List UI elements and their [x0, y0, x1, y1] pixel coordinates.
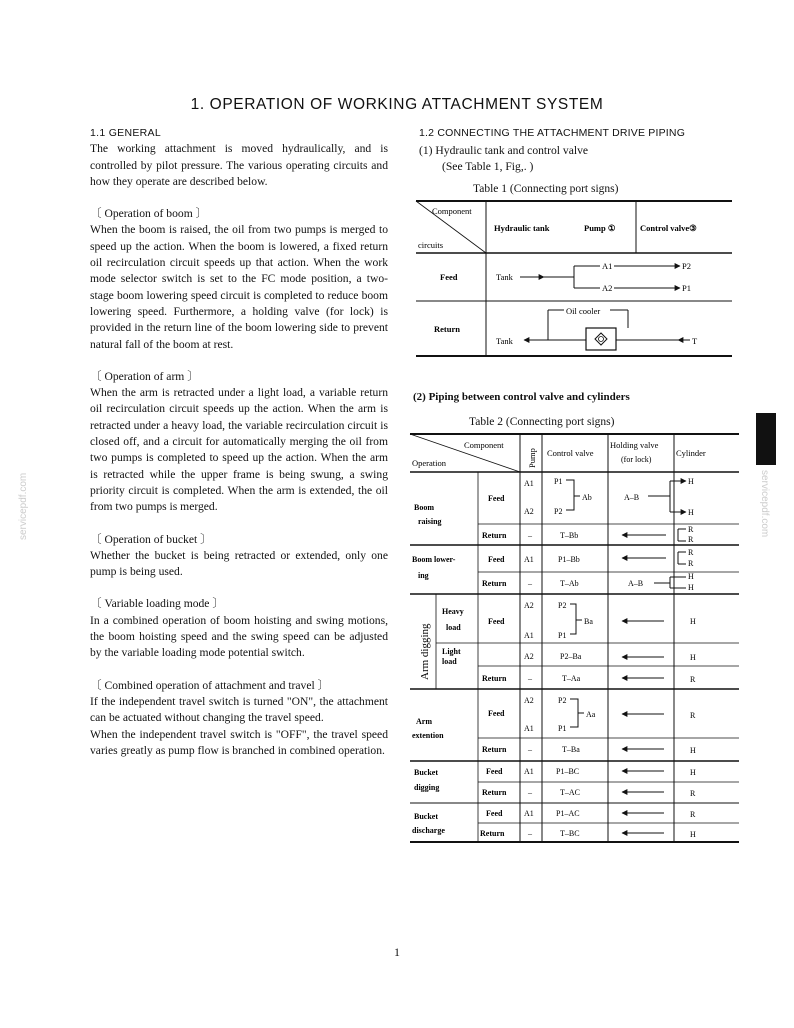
t2-ad-r: R	[690, 675, 696, 684]
t2-bl-r1: R	[688, 548, 694, 557]
t2-ad-h2: H	[690, 653, 696, 662]
left-column	[90, 125, 388, 759]
t2-bx-feed: Feed	[486, 809, 503, 818]
bucket-heading: 〔 Operation of bucket 〕	[90, 532, 212, 546]
t2-holding-valve: Holding valve	[610, 440, 659, 450]
t2-br-ab: Ab	[582, 493, 592, 502]
t1-feed: Feed	[440, 272, 458, 282]
item-1-sub: (See Table 1, Fig,. )	[442, 160, 534, 173]
bucket-text: Whether the bucket is being retracted or extended, only one pump is being used.	[90, 548, 388, 579]
t2-bx-t-bc: T–BC	[560, 829, 580, 838]
item-2: (2) Piping between control valve and cylinders	[413, 391, 630, 403]
t2-ae-feed: Feed	[488, 709, 505, 718]
t2-bl-r2: R	[688, 559, 694, 568]
t2-ad-ba: Ba	[584, 617, 593, 626]
t2-bl-p1-bb: P1–Bb	[558, 555, 580, 564]
t2-bx-a1: A1	[524, 809, 534, 818]
t2-br-return: Return	[482, 531, 507, 540]
t2-ad-p2-ba: P2–Ba	[560, 652, 582, 661]
t2-bd-p1-bc: P1–BC	[556, 767, 580, 776]
t1-a1: A1	[602, 261, 613, 271]
t2-br-r1: R	[688, 525, 694, 534]
t2-bl-t-ab: T–Ab	[560, 579, 579, 588]
t2-bl-a-b: A–B	[628, 579, 644, 588]
t2-ae-a1: A1	[524, 724, 534, 733]
t2-br-p1: P1	[554, 477, 563, 486]
t2-ae-aa: Aa	[586, 710, 596, 719]
variable-heading: 〔 Variable loading mode 〕	[90, 597, 224, 611]
t2-bd-feed: Feed	[486, 767, 503, 776]
variable-text: In a combined operation of boom hoisting and swing motions, the boom hoisting speed and the swing speed can be adjusted by the variable loading mode potential switch.	[90, 613, 388, 660]
table-2-caption: Table 2 (Connecting port signs)	[469, 416, 615, 428]
t2-bl-h2: H	[688, 583, 694, 592]
t2-ad-a2: A2	[524, 601, 534, 610]
t2-ad-light-a2: A2	[524, 652, 534, 661]
t2-pump: Pump	[527, 448, 537, 468]
t1-control-valve: Control valve③	[640, 223, 697, 233]
t2-bx-return: Return	[480, 829, 505, 838]
t2-bl-h1: H	[688, 572, 694, 581]
t2-bl-dash: –	[528, 579, 532, 588]
t2-arm-digging: Arm digging	[419, 623, 431, 680]
t2-heavy-2: load	[446, 623, 461, 632]
t2-control-valve: Control valve	[547, 448, 594, 458]
t2-ad-p1: P1	[558, 631, 567, 640]
t2-br-a-b: A–B	[624, 493, 640, 502]
t2-bx-p1-ac: P1–AC	[556, 809, 580, 818]
t2-for-lock: (for lock)	[621, 455, 652, 464]
t2-bd-h: H	[690, 768, 696, 777]
t2-br-h1: H	[688, 477, 694, 486]
combined-text-1: If the independent travel switch is turned "ON", the attachment can be actuated without changing the travel speed.	[90, 694, 388, 725]
t2-ae-h: H	[690, 746, 696, 755]
table-1-caption: Table 1 (Connecting port signs)	[473, 183, 619, 195]
t2-ae-p2: P2	[558, 696, 567, 705]
t1-hydraulic-tank: Hydraulic tank	[494, 223, 550, 233]
t2-bd-dash: –	[528, 788, 532, 797]
t1-oil-cooler: Oil cooler	[566, 306, 601, 316]
t2-ae-return: Return	[482, 745, 507, 754]
t1-component: Component	[432, 206, 472, 216]
t2-ad-dash: –	[528, 674, 532, 683]
general-text: The working attachment is moved hydraulically, and is controlled by pilot pressure. The various operating circuits and how they operate are described below.	[90, 142, 388, 188]
t1-return: Return	[434, 324, 460, 334]
combined-heading: 〔 Combined operation of attachment and travel 〕	[90, 678, 330, 692]
t2-ad-h1: H	[690, 617, 696, 626]
t2-br-a1: A1	[524, 479, 534, 488]
table-1	[414, 198, 734, 360]
t2-bx-dash: –	[528, 829, 532, 838]
t2-operation: Operation	[412, 458, 446, 468]
t1-t: T	[692, 336, 698, 346]
t2-bl-a1: A1	[524, 555, 534, 564]
t2-br-r2: R	[688, 535, 694, 544]
t2-bd-r: R	[690, 789, 696, 798]
boom-heading: 〔 Operation of boom 〕	[90, 207, 208, 221]
t2-ad-p2: P2	[558, 601, 567, 610]
t1-tank-feed: Tank	[496, 272, 513, 282]
t2-bd-t-ac: T–AC	[560, 788, 580, 797]
t2-bl-return: Return	[482, 579, 507, 588]
t2-ad-a1: A1	[524, 631, 534, 640]
t2-bd-a1: A1	[524, 767, 534, 776]
section-tab-marker	[756, 413, 776, 465]
t2-ad-feed: Feed	[488, 617, 505, 626]
table-2	[408, 432, 741, 847]
t2-bd-return: Return	[482, 788, 507, 797]
t1-a2: A2	[602, 283, 613, 293]
t2-br-p2: P2	[554, 507, 563, 516]
t2-br-feed: Feed	[488, 494, 505, 503]
page-title: 1. OPERATION OF WORKING ATTACHMENT SYSTEM	[190, 96, 604, 113]
t2-bucket-dis-1: Bucket	[414, 812, 438, 821]
arm-text: When the arm is retracted under a light load, a variable return oil recirculation circuit speeds up the action. When the arm is retracted under a heavy load, the variable recirculation circuit is closed off, and a circuit for automatically merging the oil from two pumps is completed to speed up the action. When the arm is retracted while the upper frame is being swung, a swing priority circuit is completed. When the arm is extended, the oil from two pumps is merged.	[90, 386, 388, 514]
t1-p1: P1	[682, 283, 691, 293]
t2-light-1: Light	[442, 647, 461, 656]
t2-light-2: load	[442, 657, 457, 666]
t2-br-dash: –	[528, 531, 532, 540]
t1-circuits: circuits	[418, 240, 444, 250]
t2-br-h2: H	[688, 508, 694, 517]
t2-bucket-dig-2: digging	[414, 783, 440, 792]
t2-ae-r: R	[690, 711, 696, 720]
watermark-right: servicepdf.com	[759, 470, 770, 538]
t2-arm-ext-2: extention	[412, 731, 444, 740]
t2-ae-dash: –	[528, 745, 532, 754]
t2-bx-r: R	[690, 810, 696, 819]
t2-br-t-bb: T–Bb	[560, 531, 579, 540]
t2-ae-p1: P1	[558, 724, 567, 733]
t2-ae-a2: A2	[524, 696, 534, 705]
piping-heading: 1.2 CONNECTING THE ATTACHMENT DRIVE PIPING	[419, 127, 686, 139]
t1-tank-return: Tank	[496, 336, 513, 346]
t2-bl-feed: Feed	[488, 555, 505, 564]
t2-cylinder: Cylinder	[676, 448, 706, 458]
t2-arm-ext-1: Arm	[416, 717, 432, 726]
arm-heading: 〔 Operation of arm 〕	[90, 369, 199, 383]
t2-boom-lowering-1: Boom lower-	[412, 555, 456, 564]
t2-bucket-dis-2: discharge	[412, 826, 445, 835]
t1-pump: Pump ①	[584, 223, 616, 233]
t2-heavy-1: Heavy	[442, 607, 464, 616]
item-1: (1) Hydraulic tank and control valve	[419, 144, 589, 157]
t2-ad-t-aa: T–Aa	[562, 674, 581, 683]
t2-ae-t-ba: T–Ba	[562, 745, 580, 754]
t1-p2: P2	[682, 261, 691, 271]
t2-boom-raising-1: Boom	[414, 503, 434, 512]
watermark-left: servicepdf.com	[18, 472, 29, 540]
t2-ad-return: Return	[482, 674, 507, 683]
t2-boom-raising-2: raising	[418, 517, 442, 526]
page-number: 1	[394, 945, 400, 959]
combined-text-2: When the independent travel switch is "OFF", the travel speed varies greatly as pump flow is branched in combined operation.	[90, 727, 388, 757]
boom-text: When the boom is raised, the oil from two pumps is merged to speed up the action. When the boom is lowered, a fixed return oil recirculation circuit speeds up that action. When the work mode selector switch is set to the FC mode position, a two-stage boom lowering speed circuit is completed to reduce boom lowering speed. Furthermore, a holding valve (for lock) is provided in the return line of the boom lowering side to prevent natural fall of the boom at rest.	[90, 223, 388, 351]
t2-br-a2: A2	[524, 507, 534, 516]
t2-bx-h: H	[690, 830, 696, 839]
t2-component: Component	[464, 440, 504, 450]
general-heading: 1.1 GENERAL	[90, 127, 161, 139]
t2-boom-lowering-2: ing	[418, 571, 429, 580]
t2-bucket-dig-1: Bucket	[414, 768, 438, 777]
